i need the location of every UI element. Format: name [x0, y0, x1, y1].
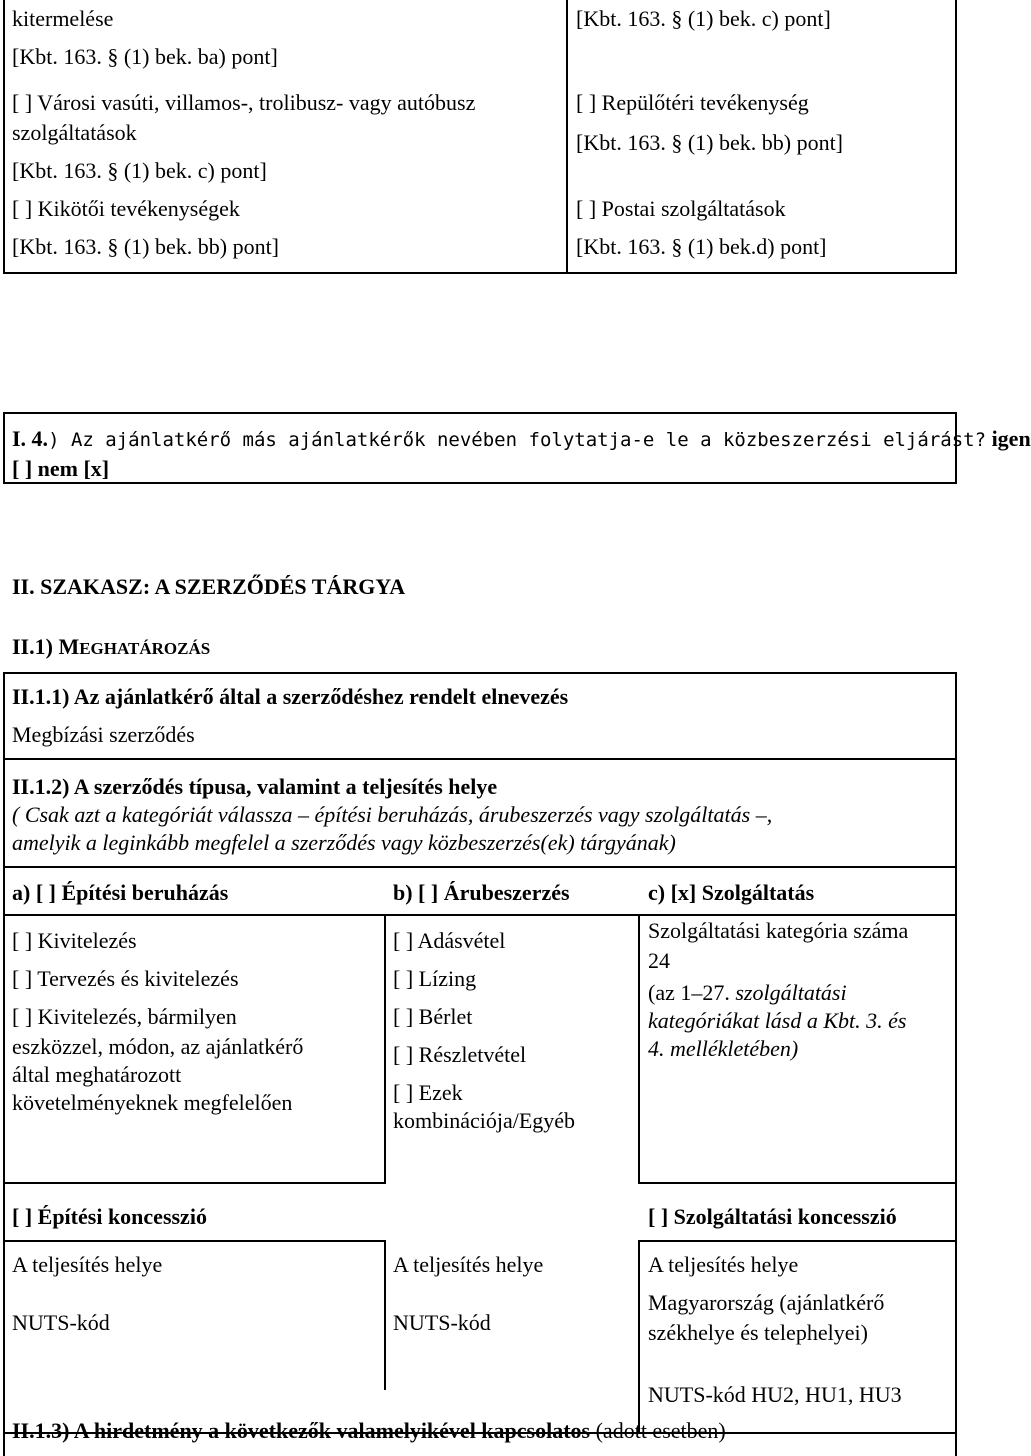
nuts-a: NUTS-kód — [12, 1310, 110, 1335]
construction-concession: [ ] Építési koncesszió — [12, 1204, 207, 1229]
i4-question: ) Az ajánlatkérő más ajánlatkérők nevében folytatja-e le a közbeszerzési eljárást? — [48, 429, 987, 451]
ii12-note-line2: amelyik a leginkább megfelel a szerződés vagy közbeszerzés(ek) tárgyának) — [12, 830, 676, 855]
col-b-item: [ ] Ezek — [393, 1080, 463, 1105]
nuts-b: NUTS-kód — [393, 1310, 491, 1335]
service-category-label: Szolgáltatási kategória száma — [648, 918, 909, 943]
top-right-line: [Kbt. 163. § (1) bek. c) pont] — [576, 6, 831, 31]
ii12-title: II.1.2) A szerződés típusa, valamint a teljesítés helye — [12, 774, 498, 799]
place-label-a: A teljesítés helye — [12, 1252, 163, 1277]
col-b-item: [ ] Részletvétel — [393, 1042, 527, 1067]
col-a-header: a) [ ] Építési beruházás — [12, 880, 229, 905]
i4-number: I. 4. — [12, 426, 49, 451]
top-left-line: [Kbt. 163. § (1) bek. ba) pont] — [12, 44, 278, 69]
section-ii1-title: II.1) MEGHATÁROZÁS — [12, 634, 211, 659]
i4-answer-igen: igen — [991, 426, 1031, 451]
top-left-line: [Kbt. 163. § (1) bek. c) pont] — [12, 158, 267, 183]
top-left-line: kitermelése — [12, 6, 114, 31]
section-ii-title: II. SZAKASZ: A SZERZŐDÉS TÁRGYA — [12, 574, 406, 599]
place-label-b: A teljesítés helye — [393, 1252, 544, 1277]
top-left-line: [Kbt. 163. § (1) bek. bb) pont] — [12, 234, 280, 259]
top-right-line: [Kbt. 163. § (1) bek.d) pont] — [576, 234, 827, 259]
top-right-line: [ ] Repülőtéri tevékenység — [576, 90, 809, 115]
col-b-header: b) [ ] Árubeszerzés — [393, 880, 570, 905]
service-category-note: 4. mellékletében) — [648, 1036, 799, 1061]
i4-answer-options: [ ] nem [x] — [12, 456, 110, 481]
col-a-item: által meghatározott — [12, 1062, 182, 1087]
col-b-item: kombinációja/Egyéb — [393, 1108, 576, 1133]
col-a-item: [ ] Kivitelezés, bármilyen — [12, 1004, 237, 1029]
ii11-title: II.1.1) Az ajánlatkérő által a szerződéshez rendelt elnevezés — [12, 684, 569, 709]
top-right-line: [Kbt. 163. § (1) bek. bb) pont] — [576, 130, 844, 155]
nuts-c: NUTS-kód HU2, HU1, HU3 — [648, 1382, 902, 1407]
col-a-item: [ ] Kivitelezés — [12, 928, 137, 953]
place-label-c: A teljesítés helye — [648, 1252, 799, 1277]
col-c-header: c) [x] Szolgáltatás — [648, 880, 815, 905]
col-b-item: [ ] Bérlet — [393, 1004, 473, 1029]
ii13-line: II.1.3) A hirdetmény a következők valamelyikével kapcsolatos (adott esetben) — [12, 1418, 726, 1443]
service-concession: [ ] Szolgáltatási koncesszió — [648, 1204, 897, 1229]
top-left-line: [ ] Kikötői tevékenységek — [12, 196, 240, 221]
service-category-note: kategóriákat lásd a Kbt. 3. és — [648, 1008, 907, 1033]
top-left-line: [ ] Városi vasúti, villamos-, trolibusz- vagy autóbusz — [12, 90, 476, 115]
service-category-note: (az 1–27. szolgáltatási — [648, 980, 847, 1005]
col-b-item: [ ] Adásvétel — [393, 928, 506, 953]
top-right-line: [ ] Postai szolgáltatások — [576, 196, 786, 221]
col-a-item: [ ] Tervezés és kivitelezés — [12, 966, 239, 991]
place-c-line1: Magyarország (ajánlatkérő — [648, 1290, 885, 1315]
service-category-number: 24 — [648, 948, 670, 973]
ii12-note-line1: ( Csak azt a kategóriát válassza – építési beruházás, árubeszerzés vagy szolgáltatás –, — [12, 802, 773, 827]
col-a-item: eszközzel, módon, az ajánlatkérő — [12, 1034, 304, 1059]
col-a-item: követelményeknek megfelelően — [12, 1090, 293, 1115]
place-c-line2: székhelye és telephelyei) — [648, 1320, 868, 1345]
col-b-item: [ ] Lízing — [393, 966, 477, 991]
ii11-value: Megbízási szerződés — [12, 722, 195, 747]
top-left-line: szolgáltatások — [12, 120, 137, 145]
